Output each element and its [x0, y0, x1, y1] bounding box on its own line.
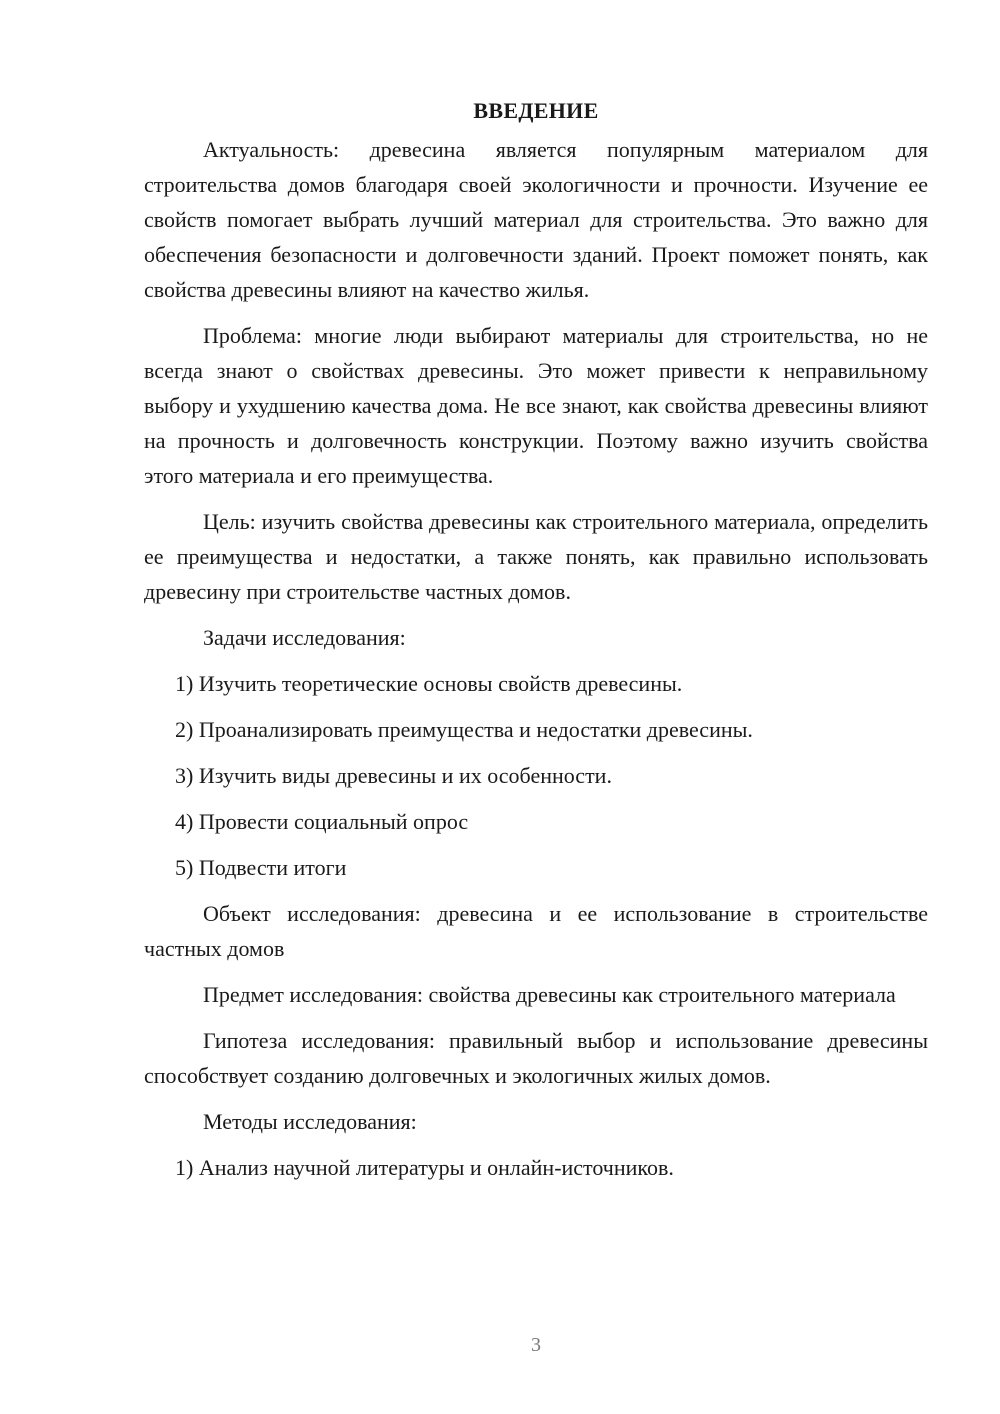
goal-paragraph: Цель: изучить свойства древесины как строительного материала, определить ее преимущества и недостатки, а также понять, как правильно использовать древесину при строительстве частных домов. — [144, 509, 928, 604]
relevance-paragraph: Актуальность: древесина является популярным материалом для строительства домов благодаря своей экологичности и прочности. Изучение ее свойств помогает выбрать лучший материал для строительства. Это важно для обеспечения безопасности и долговечности зданий. Проект поможет понять, как свойства древесины влияют на качество жилья. — [144, 137, 928, 302]
page-number: 3 — [531, 1334, 541, 1356]
task-item: 4) Провести социальный опрос — [175, 809, 469, 834]
section-heading: ВВЕДЕНИЕ — [473, 98, 599, 123]
document-page — [144, 96, 928, 1196]
task-item: 2) Проанализировать преимущества и недостатки древесины. — [175, 717, 753, 742]
methods-title: Методы исследования: — [203, 1109, 417, 1134]
method-item: 1) Анализ научной литературы и онлайн-источников. — [175, 1155, 674, 1180]
object-paragraph: Объект исследования: древесина и ее использование в строительстве частных домов — [144, 901, 928, 961]
task-item: 3) Изучить виды древесины и их особенности. — [175, 763, 612, 788]
task-item: 1) Изучить теоретические основы свойств древесины. — [175, 671, 683, 696]
tasks-title: Задачи исследования: — [203, 625, 406, 650]
problem-paragraph: Проблема: многие люди выбирают материалы для строительства, но не всегда знают о свойствах древесины. Это может привести к неправильному выбору и ухудшению качества дома. Не все знают, как свойства древесины влияют на прочность и долговечность конструкции. Поэтому важно изучить свойства этого материала и его преимущества. — [144, 323, 928, 488]
hypothesis-paragraph: Гипотеза исследования: правильный выбор и использование древесины способствует созданию долговечных и экологичных жилых домов. — [144, 1028, 928, 1088]
subject-paragraph: Предмет исследования: свойства древесины как строительного материала — [203, 982, 896, 1007]
task-item: 5) Подвести итоги — [175, 855, 347, 880]
